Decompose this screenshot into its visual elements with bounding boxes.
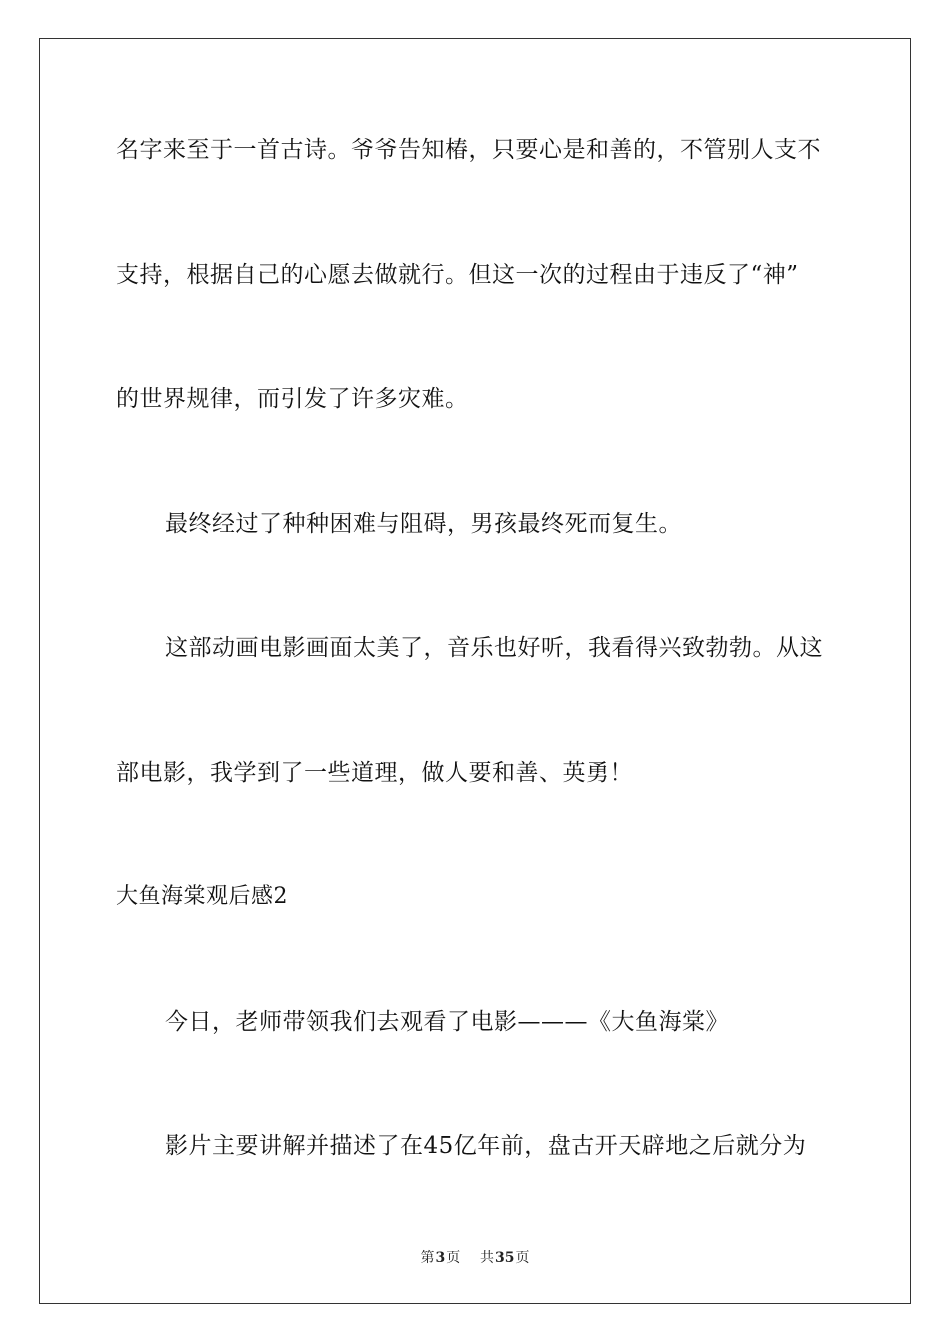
total-suffix: 页: [515, 1250, 530, 1266]
total-pages: 35: [495, 1250, 515, 1266]
paragraph-line: 这部动画电影画面太美了，音乐也好听，我看得兴致勃勃。从这: [165, 635, 823, 661]
paragraph-line: 的世界规律，而引发了许多灾难。: [116, 386, 469, 412]
page-label: 第: [420, 1250, 435, 1266]
page-border: [39, 38, 911, 1304]
paragraph-line: 今日，老师带领我们去观看了电影———《大鱼海棠》: [165, 1009, 729, 1035]
page-footer: [0, 1247, 950, 1267]
paragraph-line: 最终经过了种种困难与阻碍，男孩最终死而复生。: [165, 511, 682, 537]
paragraph-line: 影片主要讲解并描述了在45亿年前，盘古开天辟地之后就分为: [165, 1133, 807, 1159]
total-label: 共: [480, 1250, 495, 1266]
paragraph-line: 部电影，我学到了一些道理，做人要和善、英勇！: [116, 760, 633, 786]
section-heading: 大鱼海棠观后感2: [116, 884, 288, 909]
page-suffix: 页: [446, 1250, 461, 1266]
page-number: 3: [435, 1250, 446, 1266]
paragraph-line: 名字来至于一首古诗。爷爷告知椿，只要心是和善的，不管别人支不: [116, 137, 821, 163]
paragraph-line: 支持，根据自己的心愿去做就行。但这一次的过程由于违反了“神”: [116, 262, 799, 288]
